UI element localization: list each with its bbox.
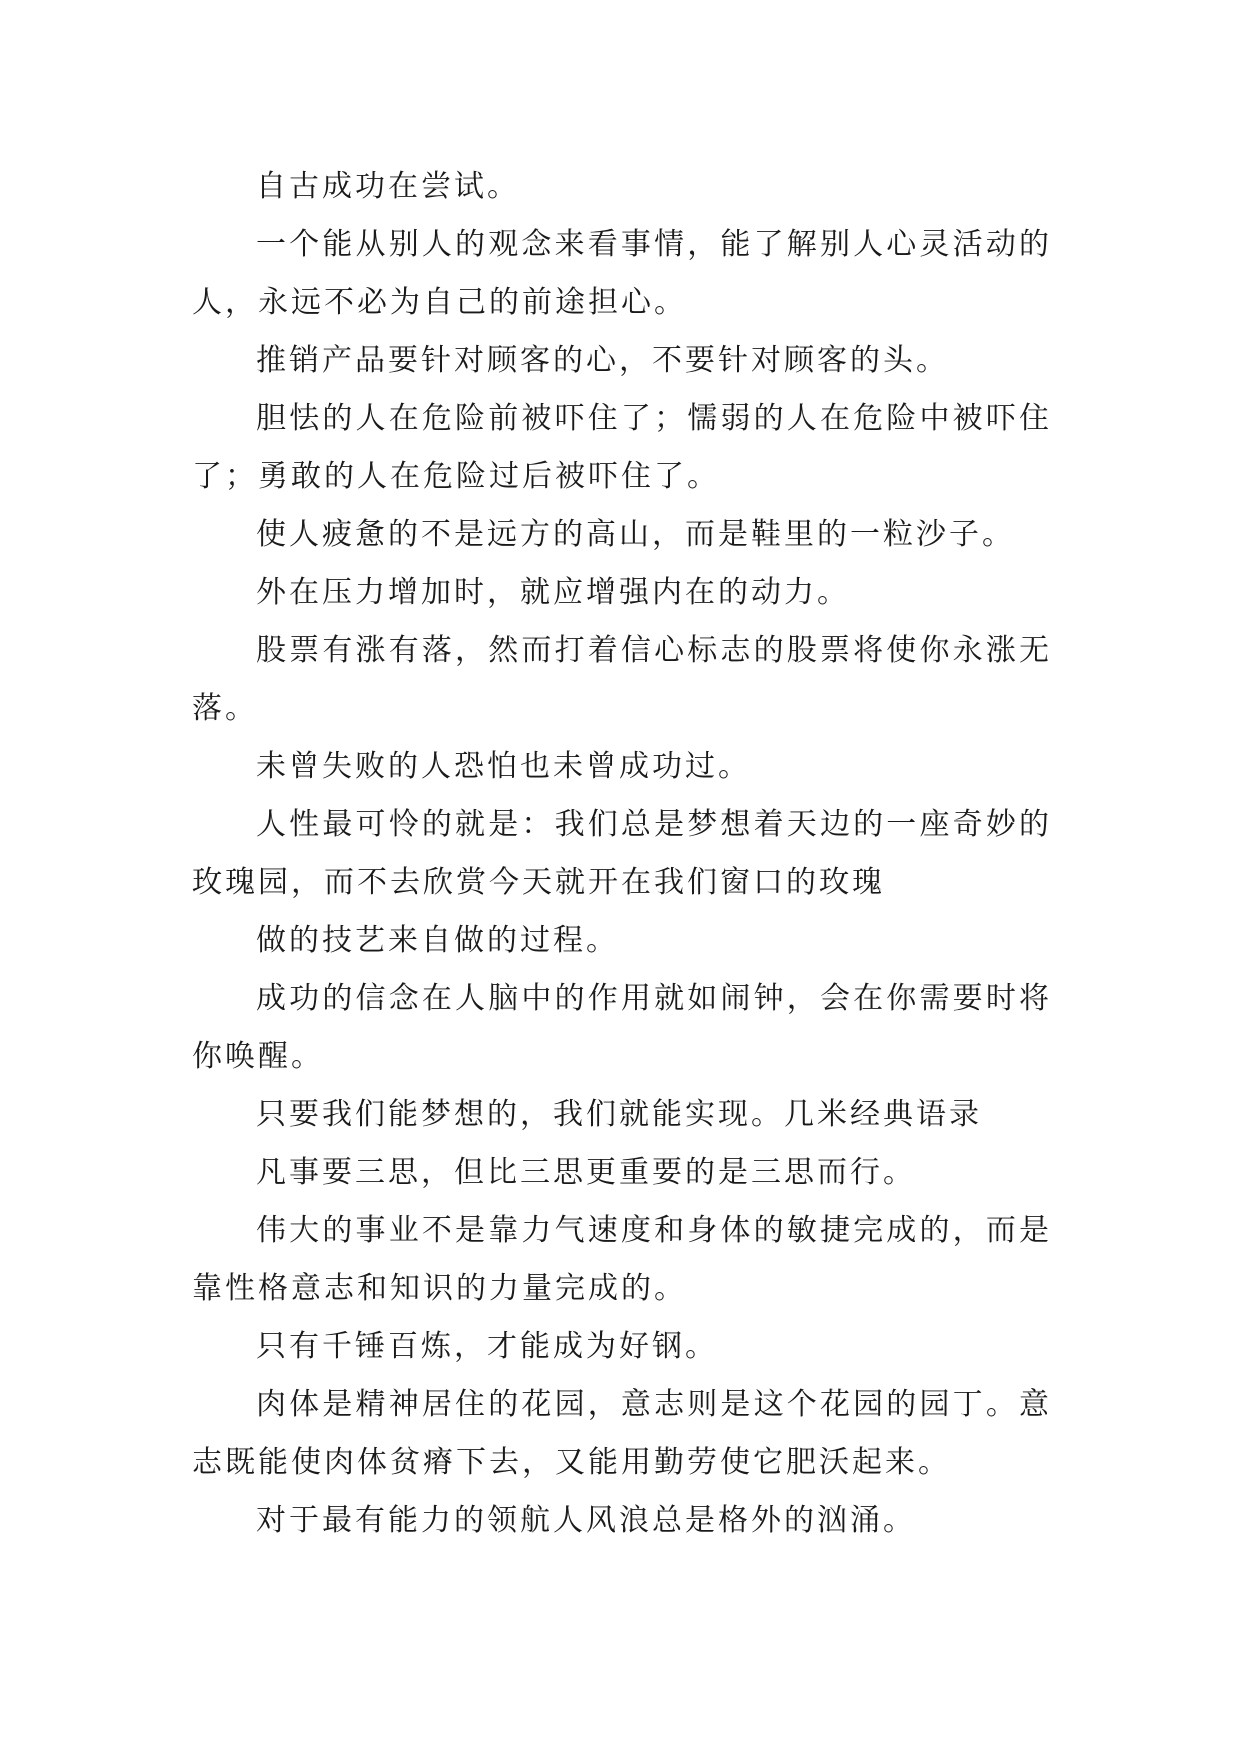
- paragraph: 一个能从别人的观念来看事情，能了解别人心灵活动的人，永远不必为自己的前途担心。: [192, 227, 1052, 320]
- paragraph: 胆怯的人在危险前被吓住了；懦弱的人在危险中被吓住了；勇敢的人在危险过后被吓住了。: [192, 401, 1052, 494]
- paragraph: 肉体是精神居住的花园，意志则是这个花园的园丁。意志既能使肉体贫瘠下去，又能用勤劳使它肥沃起来。: [192, 1387, 1052, 1480]
- paragraph: 人性最可怜的就是：我们总是梦想着天边的一座奇妙的玫瑰园，而不去欣赏今天就开在我们窗口的玫瑰: [192, 807, 1052, 900]
- paragraph: 凡事要三思，但比三思更重要的是三思而行。: [256, 1155, 916, 1190]
- paragraph: 成功的信念在人脑中的作用就如闹钟，会在你需要时将你唤醒。: [192, 981, 1052, 1074]
- document-body: [192, 158, 1052, 1550]
- paragraph: 只要我们能梦想的，我们就能实现。几米经典语录: [256, 1097, 982, 1132]
- paragraph: 未曾失败的人恐怕也未曾成功过。: [256, 749, 751, 784]
- paragraph: 使人疲惫的不是远方的高山，而是鞋里的一粒沙子。: [256, 517, 1015, 552]
- paragraph: 只有千锤百炼，才能成为好钢。: [256, 1329, 718, 1364]
- paragraph: 伟大的事业不是靠力气速度和身体的敏捷完成的，而是靠性格意志和知识的力量完成的。: [192, 1213, 1052, 1306]
- paragraph: 做的技艺来自做的过程。: [256, 923, 619, 958]
- paragraph: 自古成功在尝试。: [256, 169, 520, 204]
- paragraph: 对于最有能力的领航人风浪总是格外的汹涌。: [256, 1503, 916, 1538]
- paragraph: 股票有涨有落，然而打着信心标志的股票将使你永涨无落。: [192, 633, 1052, 726]
- paragraph: 外在压力增加时，就应增强内在的动力。: [256, 575, 850, 610]
- paragraph: 推销产品要针对顾客的心，不要针对顾客的头。: [256, 343, 949, 378]
